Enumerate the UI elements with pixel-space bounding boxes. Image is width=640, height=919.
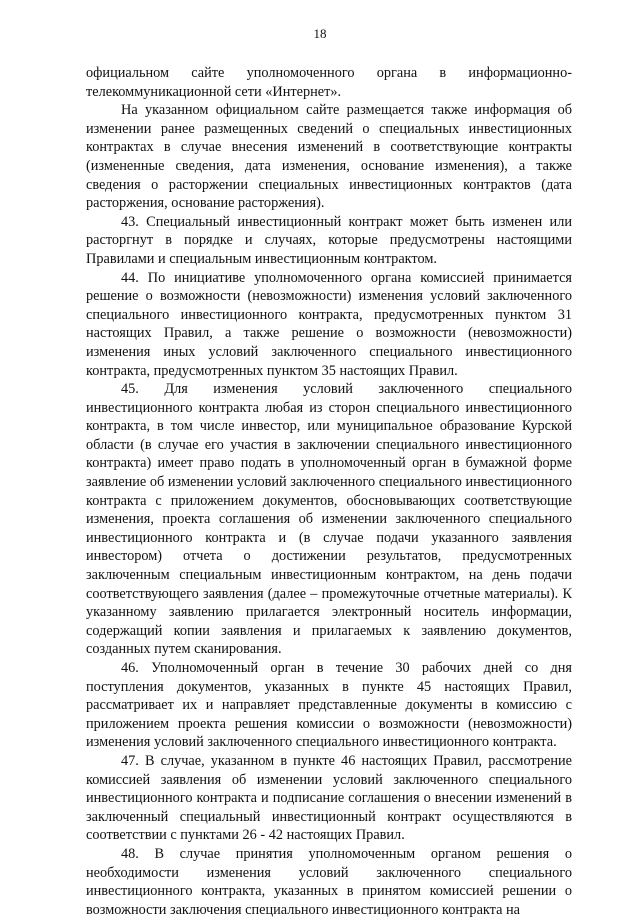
paragraph-44: 44. По инициативе уполномоченного органа комиссией принимается решение о возможности (невозможности) изменения условий заключенного специального инвестиционного контракта, предусмотренных пунктом 31 настоящих Правил, а также решение о возможности (невозможности) изменения иных условий заключенного специального инвестиционного контракта, предусмотренных пунктом 35 настоящих Правил. [86,269,572,379]
paragraph-continuation: официальном сайте уполномоченного органа в информационно-телекоммуникационной сети «Интернет». [86,65,572,100]
paragraph-45: 45. Для изменения условий заключенного специального инвестиционного контракта любая из сторон специального инвестиционного контракта, в том числе инвестор, или муниципальное образование Курской области (в случае его участия в заключении специального инвестиционного контракта) имеет право подать в уполномоченный орган в бумажной форме заявление об изменении условий заключенного специального инвестиционного контракта с приложением документов, обосновывающих соответствующие изменения, проекта соглашения об изменении заключенного специального инвестиционного контракта и (в случае подачи указанного заявления инвестором) отчета о достижении результатов, предусмотренных заключенным специальным инвестиционным контрактом, на день подачи соответствующего заявления (далее – промежуточные отчетные материалы). К указанному заявлению прилагается электронный носитель информации, содержащий копии заявления и прилагаемых к заявлению документов, созданных путем сканирования. [86,381,572,658]
page-number: 18 [313,26,327,41]
paragraph-48: 48. В случае принятия уполномоченным органом решения о необходимости изменения условий заключенного специального инвестиционного контракта, указанных в принятом комиссией решении о возможности заключения специального инвестиционного контракта на [86,845,572,918]
paragraph-43: 43. Специальный инвестиционный контракт может быть изменен или расторгнут в порядке и случаях, которые предусмотрены настоящими Правилами и специальным инвестиционным контрактом. [86,213,572,267]
paragraph-website-info: На указанном официальном сайте размещается также информация об изменении ранее размещенных сведений о специальных инвестиционных контрактах в случае внесения изменений в соответствующие контракты (измененные сведения, дата изменения, основание изменения), а также сведения о расторжении специальных инвестиционных контрактов (дата расторжения, основание расторжения). [86,102,572,212]
document-body [86,64,572,919]
paragraph-46: 46. Уполномоченный орган в течение 30 рабочих дней со дня поступления документов, указанных в пункте 45 настоящих Правил, рассматривает их и направляет представленные документы в комиссию с приложением проекта решения комиссии о возможности (невозможности) изменения условий заключенного специального инвестиционного контракта. [86,660,572,751]
paragraph-47: 47. В случае, указанном в пункте 46 настоящих Правил, рассмотрение комиссией заявления об изменении условий заключенного специального инвестиционного контракта и подписание соглашения о внесении изменений в заключенный специальный инвестиционный контракт осуществляются в соответствии с пунктами 26 - 42 настоящих Правил. [86,752,572,844]
